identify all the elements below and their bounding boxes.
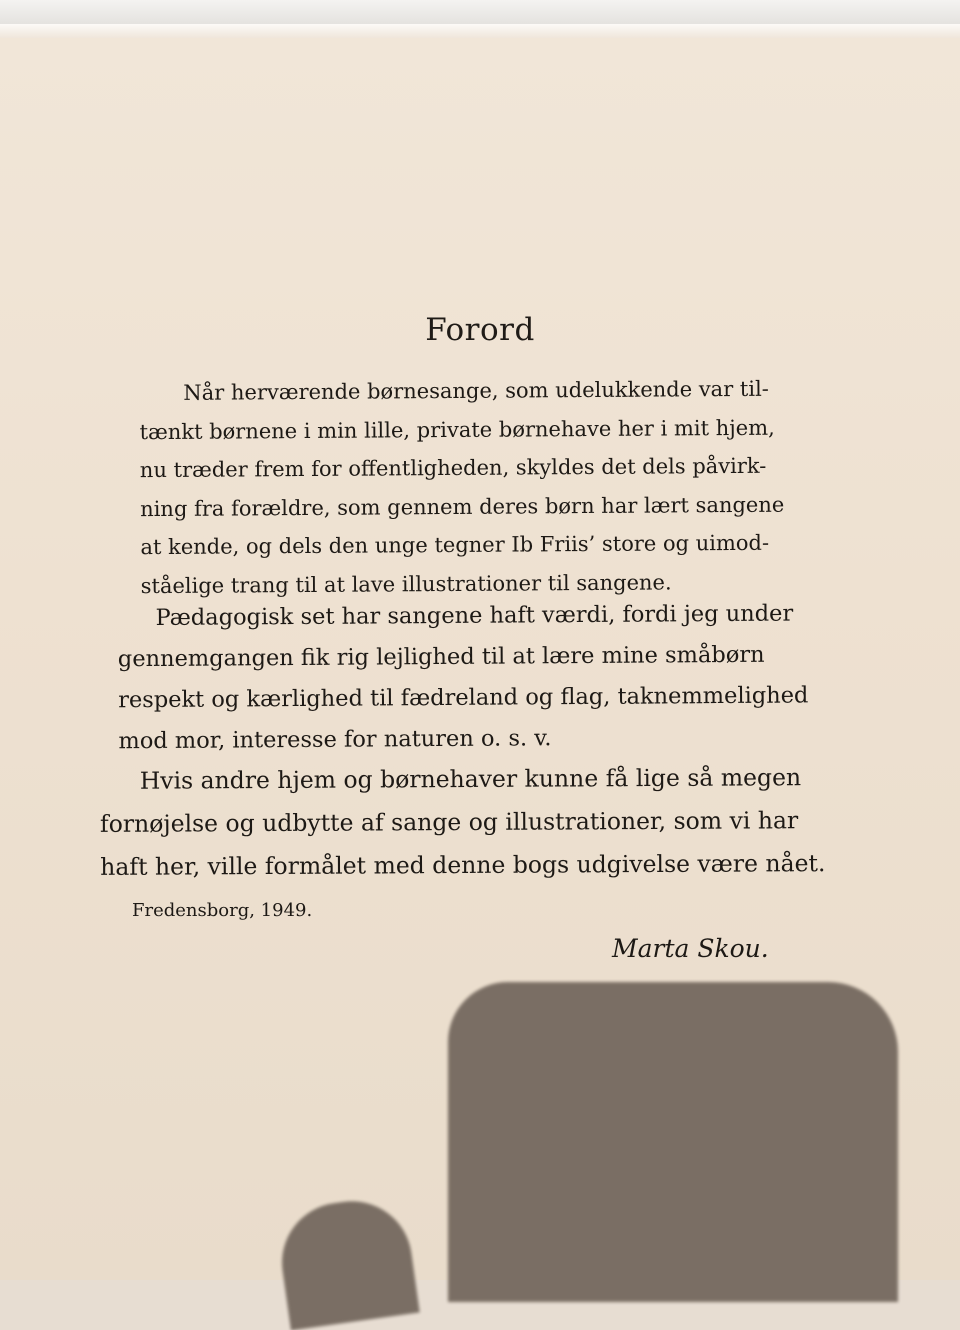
text-line: haft her, ville formålet med denne bogs udgivelse være nået. [100, 849, 826, 881]
place-and-date: Fredensborg, 1949. [132, 900, 313, 921]
text-line: Pædagogisk set har sangene haft værdi, fordi jeg under [155, 600, 794, 631]
text-line: ning fra forældre, som gennem deres børn har lært sangene [140, 492, 785, 521]
paragraph-2 [117, 594, 809, 763]
text-line: ståelige trang til at lave illustrationer til sangene. [140, 569, 672, 598]
page-edge-highlight [0, 24, 960, 38]
text-line: at kende, og dels den unge tegner Ib Friis’ store og uimod- [140, 530, 770, 560]
paragraph-1 [139, 370, 785, 605]
text-line: respekt og kærlighed til fædreland og flag, taknemmelighed [118, 682, 809, 714]
author-signature: Marta Skou. [612, 934, 769, 963]
text-line: Når herværende børnesange, som udelukkende var til- [183, 376, 769, 405]
text-line: tænkt børnene i min lille, private børnehave her i mit hjem, [139, 415, 775, 444]
text-line: Hvis andre hjem og børnehaver kunne få lige så megen [139, 763, 802, 795]
hand-shadow [448, 982, 898, 1302]
text-line: mod mor, interesse for naturen o. s. v. [118, 725, 552, 755]
paragraph-3 [100, 756, 826, 889]
text-line: fornøjelse og udbytte af sange og illustrationer, som vi har [99, 806, 799, 838]
text-line: nu træder frem for offentligheden, skyldes det dels påvirk- [139, 453, 767, 483]
text-line: gennemgangen fik rig lejlighed til at lære mine småbørn [117, 641, 765, 673]
page-title: Forord [425, 312, 535, 348]
